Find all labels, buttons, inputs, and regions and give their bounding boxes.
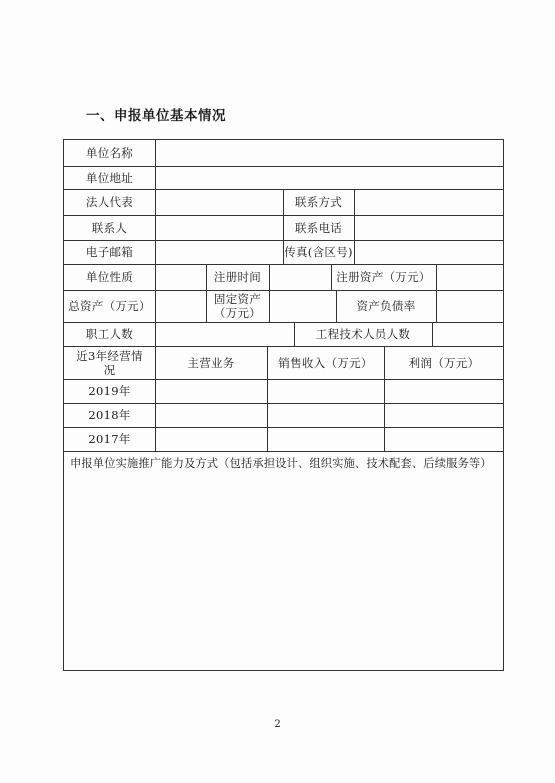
fixed-assets-line1: 固定资产 <box>213 292 262 306</box>
label-debt-ratio: 资产负债率 <box>356 299 416 313</box>
label-capability: 申报单位实施推广能力及方式（包括承担设计、组织实施、技术配套、后续服务等） <box>70 457 492 470</box>
fixed-assets-line2: （万元） <box>213 306 262 320</box>
label-year-2019: 2019年 <box>88 384 131 398</box>
label-fixed-assets <box>206 290 269 322</box>
label-unit-nature: 单位性质 <box>85 270 134 284</box>
label-unit-address: 单位地址 <box>85 170 134 185</box>
label-legal-rep: 法人代表 <box>85 195 134 209</box>
header-sales-income: 销售收入（万元） <box>278 355 373 370</box>
page-number: 2 <box>274 719 281 730</box>
label-year-2017: 2017年 <box>88 432 131 446</box>
label-contact-method: 联系方式 <box>294 195 343 209</box>
label-year-2018: 2018年 <box>88 408 131 422</box>
label-staff-count: 职工人数 <box>85 327 134 341</box>
label-contact-person: 联系人 <box>91 220 128 235</box>
label-operations <box>64 346 155 379</box>
label-reg-capital: 注册资产（万元） <box>336 270 431 284</box>
basic-info-table <box>63 139 504 671</box>
operations-line1: 近3年经营情 <box>76 348 143 363</box>
label-fax: 传真(含区号) <box>284 245 353 259</box>
label-tech-staff: 工程技术人员人数 <box>315 327 411 341</box>
header-main-business: 主营业务 <box>187 355 235 370</box>
label-contact-phone: 联系电话 <box>294 220 343 235</box>
section-title: 一、申报单位基本情况 <box>86 108 226 124</box>
label-total-assets: 总资产（万元） <box>68 299 151 313</box>
operations-line2: 况 <box>103 362 116 377</box>
label-reg-time: 注册时间 <box>213 270 262 284</box>
header-profit: 利润（万元） <box>408 355 480 370</box>
label-unit-name: 单位名称 <box>85 146 134 160</box>
label-email: 电子邮箱 <box>85 245 134 259</box>
